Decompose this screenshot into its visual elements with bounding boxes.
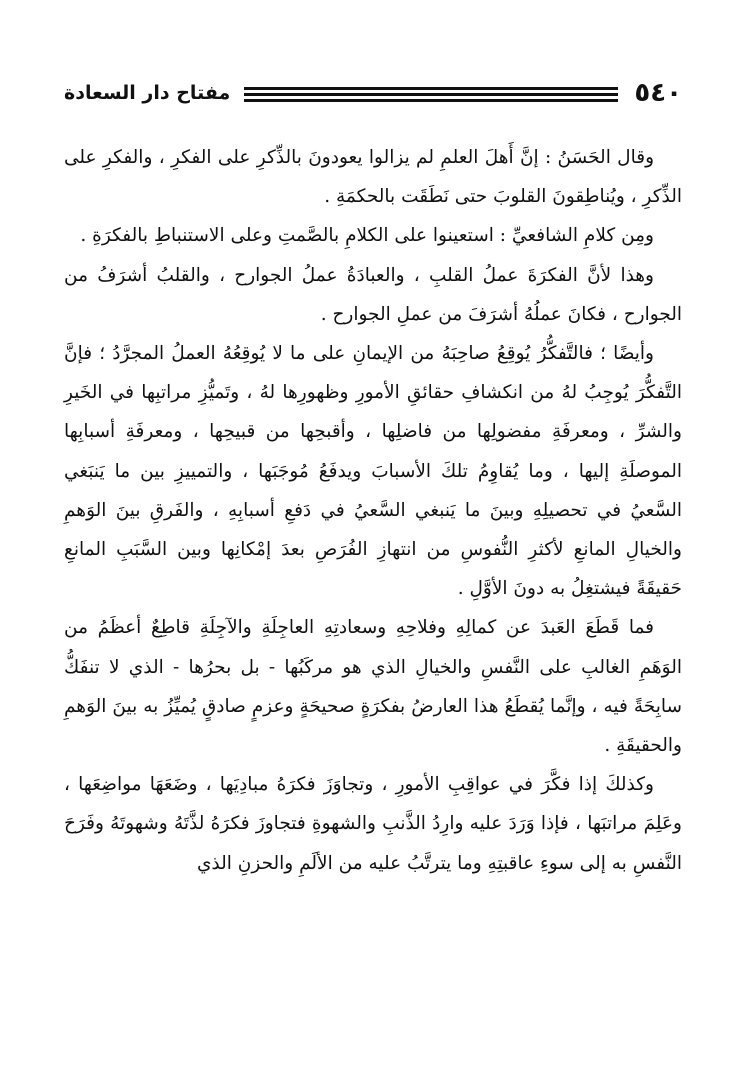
- paragraph: وهذا لأنَّ الفكرَةَ عملُ القلبِ ، والعبادَةُ عملُ الجوارح ، والقلبُ أشرَفُ من الجوارح ، فكانَ عملُهُ أشرَفَ من عملِ الجوارح .: [64, 264, 682, 325]
- paragraph: ومِن كلامِ الشافعيِّ : استعينوا على الكلامِ بالصَّمتِ وعلى الاستنباطِ بالفكرَةِ .: [80, 225, 654, 247]
- header-rule: [244, 99, 618, 102]
- paragraph: وقال الحَسَنُ : إنَّ أَهلَ العلمِ لم يزالوا يعودونَ بالذِّكرِ على الفكرِ ، والفكرِ على الذِّكرِ ، ويُناطِقونَ القلوبَ حتى نَطَقَت بالحكمَةِ .: [64, 147, 682, 208]
- header-rule: [244, 87, 618, 90]
- page-body: [64, 138, 682, 883]
- page-number: ٥٤٠: [634, 78, 682, 108]
- page-header: [64, 78, 682, 114]
- running-title: مفتاح دار السعادة: [64, 82, 231, 104]
- paragraph: وكذلكَ إذا فكَّرَ في عواقِبِ الأمورِ ، وتجاوَزَ فكرَهُ مبادِيَها ، وضَعَهَا مواضِعَها ، وعَلِمَ مراتبَها ، فإذا وَرَدَ عليه وارِدُ الذَّنبِ والشهوةِ فتجاوزَ فكرَهُ لذَّتَهُ وشهوتَهُ وفَرَحَ النَّفسِ به إلى سوءِ عاقبتِهِ وما يترتَّبُ عليه من الألَمِ والحزنِ الذي: [64, 774, 682, 874]
- paragraph: وأيضًا ؛ فالتَّفكُّرُ يُوقِعُ صاحِبَهُ من الإيمانِ على ما لا يُوقِعُهُ العملُ المجرَّدُ ؛ فإنَّ التَّفكُّرَ يُوجِبُ لهُ من انكشافِ حقائقِ الأمورِ وظهورِها لهُ ، وتَميُّزِ مراتبِها في الخَيرِ والشرِّ ، ومعرفَةِ مفضولِها من فاضلِها ، وأقبحِها من قبيحِها ، ومعرفَةِ أسبابِها الموصلَةِ إليها ، وما يُقاوِمُ تلكَ الأسبابَ ويدفَعُ مُوجَبَها ، والتمييزِ بين ما يَنبَغي السَّعيُ في تحصيلِهِ وبينَ ما يَنبغي السَّعيُ في دَفعِ أسبابِهِ ، والفَرقِ بينَ الوَهمِ والخيالِ المانعِ لأكثرِ النُّفوسِ من انتهازِ الفُرَصِ بعدَ إمْكانِها وبين السَّبَبِ المانعِ حَقيقَةً فيشتغِلُ به دونَ الأوَّلِ .: [64, 343, 682, 600]
- header-rule: [244, 93, 618, 96]
- paragraph: فما قَطَعَ العَبدَ عن كمالِهِ وفلاحِهِ وسعادتِهِ العاجِلَةِ والآجِلَةِ قاطِعٌ أعظَمُ من الوَهَمِ الغالبِ على النَّفسِ والخيالِ الذي هو مركَبُها - بل بحرُها - الذي لا تنفَكُّ سابِحَةً فيه ، وإنَّما يُقطَعُ هذا العارضُ بفكرَةٍ صحيحَةٍ وعزمٍ صادقٍ يُميِّزُ به بينَ الوَهمِ والحقيقَةِ .: [64, 617, 682, 757]
